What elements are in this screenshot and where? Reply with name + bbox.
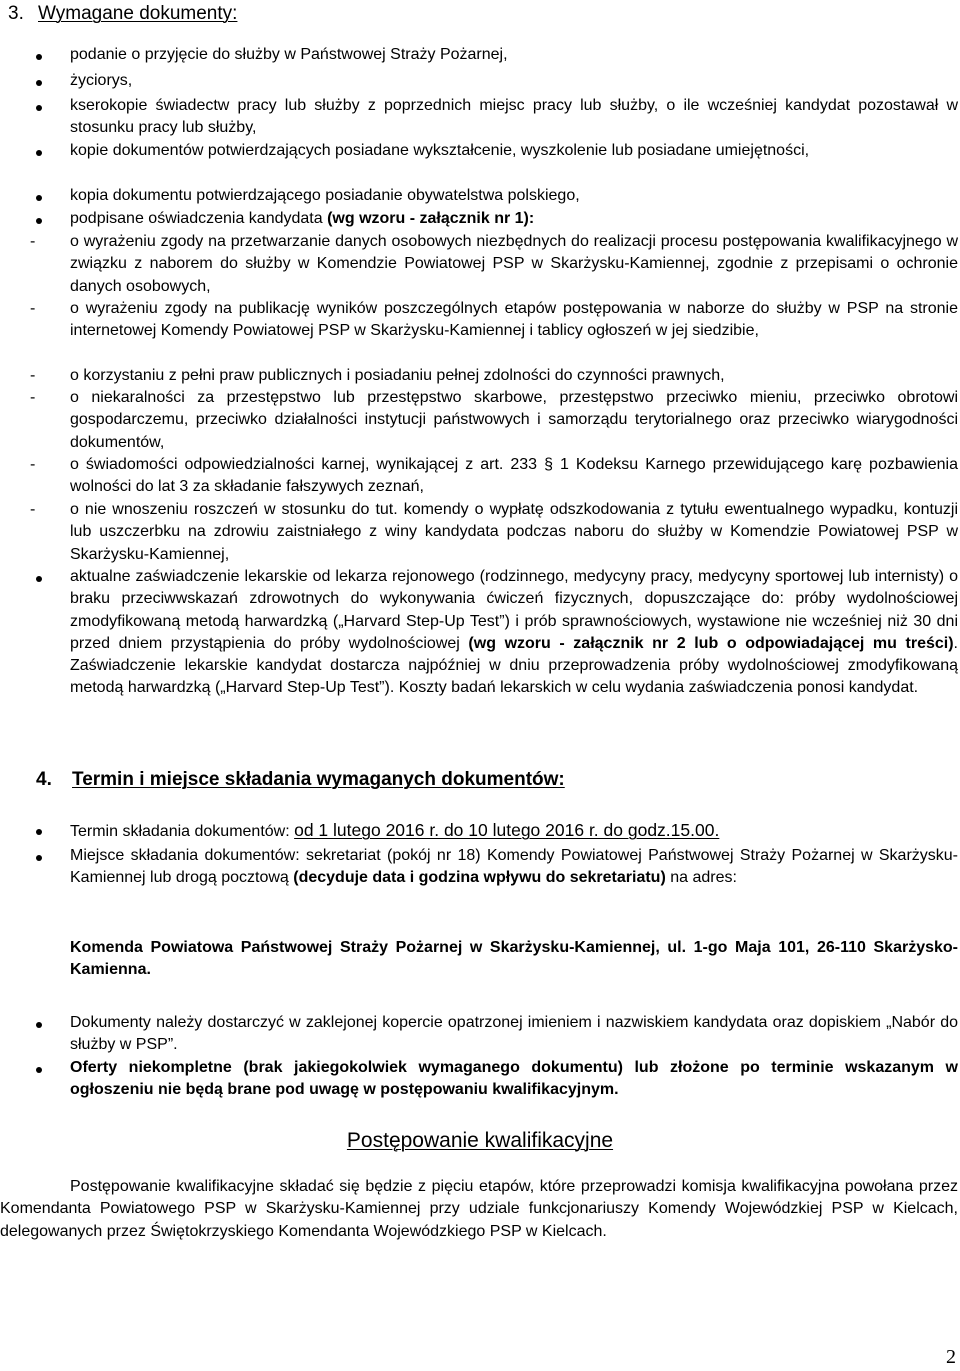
section-number: 4. <box>36 769 52 790</box>
dash-marker: - <box>30 300 36 317</box>
bullet-icon <box>36 218 42 224</box>
list-item-text: podanie o przyjęcie do służby w Państwowej Straży Pożarnej, <box>70 46 508 63</box>
incomplete-text: Oferty niekompletne (brak jakiegokolwiek wymaganego dokumentu) lub złożone po terminie wskazanym w ogłoszeniu nie będą brane pod uwagę w postępowaniu kwalifikacyjnym. <box>70 1059 958 1099</box>
address-block <box>70 937 958 982</box>
sub-list-item <box>30 231 958 298</box>
place-text: Miejsce składania dokumentów: sekretariat (pokój nr 18) Komendy Powiatowej Państwowej Straży Pożarnej w Skarżysku-Kamiennej lub drogą pocztową (decyduje data i godzina wpływu do sekretariatu) na adres: <box>70 847 958 887</box>
deadline-text: Termin składania dokumentów: od 1 lutego 2016 r. do 10 lutego 2016 r. do godz.15.00. <box>70 820 720 840</box>
dash-marker: - <box>30 501 36 518</box>
list-item-text: kopie dokumentów potwierdzających posiadane wykształcenie, wyszkolenie lub posiadane umiejętności, <box>70 142 810 159</box>
list-item <box>36 70 958 92</box>
sub-list-item-text: o wyrażeniu zgody na przetwarzanie danych osobowych niezbędnych do realizacji procesu postępowania kwalifikacyjnego w związku z naborem do służby w Komendzie Powiatowej PSP w Skarżysku-Kamiennej, zgodnie z przepisami o ochronie danych osobowych, <box>70 233 958 295</box>
qualification-paragraph: Postępowanie kwalifikacyjne składać się będzie z pięciu etapów, które przeprowadzi komisja kwalifikacyjna powołana przez Komendanta Powiatowego PSP w Skarżysku-Kamiennej przy udziale funkcjonariuszy Komendy Wojewódzkiej PSP w Kielcach, delegowanych przez Świętokrzyskiego Komendanta Wojewódzkiego PSP w Kielcach. <box>0 1178 958 1240</box>
sub-list-item-text: o świadomości odpowiedzialności karnej, wynikającej z art. 233 § 1 Kodeksu Karnego przewidującego karę pozbawienia wolności do lat 3 za składanie fałszywych zeznań, <box>70 456 958 496</box>
bullet-icon <box>36 195 42 201</box>
dash-marker: - <box>30 233 36 250</box>
list-item <box>36 208 958 230</box>
section-title: Wymagane dokumenty: <box>38 3 238 24</box>
list-item-incomplete <box>36 1057 958 1102</box>
sub-list-item-text: o nie wnoszeniu roszczeń w stosunku do tut. komendy o wypłatę odszkodowania z tytułu ewentualnego wypadku, kontuzji lub uszczerbku na zdrowiu zaistniałego z winy kandydata podczas naboru do służby w Komendzie Powiatowej PSP w Skarżysku-Kamiennej, <box>70 501 958 563</box>
section-title: Termin i miejsce składania wymaganych dokumentów: <box>72 769 565 790</box>
section-number: 3. <box>8 3 24 24</box>
bullet-icon <box>36 80 42 86</box>
sub-list-item-text: o wyrażeniu zgody na publikację wyników poszczególnych etapów postępowania w naborze do służby w PSP na stronie internetowej Komendy Powiatowej PSP w Skarżysku-Kamiennej i tablicy ogłoszeń w jej siedzibie, <box>70 300 958 340</box>
sub-list-item-text: o korzystaniu z pełni praw publicznych i posiadaniu pełnej zdolności do czynności prawnych, <box>70 367 725 384</box>
bullet-icon <box>36 105 42 111</box>
list-item-text: kopia dokumentu potwierdzającego posiadanie obywatelstwa polskiego, <box>70 187 580 204</box>
list-item-text: podpisane oświadczenia kandydata (wg wzoru - załącznik nr 1): <box>70 210 535 227</box>
section-3-heading <box>8 2 237 26</box>
sub-list-item <box>30 298 958 343</box>
sub-list-item <box>30 499 958 566</box>
sub-list-item <box>30 365 958 387</box>
bullet-icon <box>36 829 42 835</box>
bullet-icon <box>36 150 42 156</box>
bullet-icon <box>36 54 42 60</box>
list-item <box>36 44 958 66</box>
list-item <box>36 185 958 207</box>
list-item-text: kserokopie świadectw pracy lub służby z poprzednich miejsc pracy lub służby, o ile wcześniej kandydat pozostawał w stosunku pracy lub służby, <box>70 97 958 137</box>
medical-text: aktualne zaświadczenie lekarskie od lekarza rejonowego (rodzinnego, medycyny pracy, medycyny sportowej lub internisty) o braku przeciwwskazań zdrowotnych do wykonywania ćwiczeń fizycznych, dopuszczające do: próby wydolnościowej zmodyfikowaną metodą harwardzką („Harvard Step-Up Test”) i prób sprawnościowych, wystawione nie wcześniej niż 30 dni przed dniem przystąpienia do próby wydolnościowej (wg wzoru - załącznik nr 2 lub o odpowiadającej mu treści). Zaświadczenie lekarskie kandydat dostarcza najpóźniej w dniu przeprowadzenia próby wydolnościowej zmodyfikowaną metodą harwardzką („Harvard Step-Up Test”). Koszty badań lekarskich w celu wydania zaświadczenia ponosi kandydat. <box>70 568 958 697</box>
list-item-place <box>36 845 958 890</box>
bullet-icon <box>36 1067 42 1073</box>
sub-list-item <box>30 454 958 499</box>
page-number: 2 <box>946 1346 956 1368</box>
sub-list-item-text: o niekaralności za przestępstwo lub przestępstwo skarbowe, przestępstwo przeciwko mieniu, przeciwko obrotowi gospodarczemu, przeciwko działalności instytucji państwowych i samorządu terytorialnego oraz przeciwko wiarygodności dokumentów, <box>70 389 958 451</box>
dash-marker: - <box>30 456 36 473</box>
deadline-value: od 1 lutego 2016 r. do 10 lutego 2016 r. do godz.15.00. <box>294 820 720 840</box>
address-text: Komenda Powiatowa Państwowej Straży Pożarnej w Skarżysku-Kamiennej, ul. 1-go Maja 101, 26-110 Skarżysko-Kamienna. <box>70 939 958 979</box>
sub-list-item <box>30 387 958 454</box>
bullet-icon <box>36 1022 42 1028</box>
envelope-text: Dokumenty należy dostarczyć w zaklejonej kopercie opatrzonej imieniem i nazwiskiem kandydata oraz dopiskiem „Nabór do służby w PSP”. <box>70 1014 958 1054</box>
list-item-envelope <box>36 1012 958 1057</box>
dash-marker: - <box>30 367 36 384</box>
list-item-deadline <box>36 819 958 843</box>
list-item <box>36 95 958 140</box>
bullet-icon <box>36 576 42 582</box>
list-item <box>36 140 958 162</box>
list-item-medical <box>36 566 958 700</box>
bullet-icon <box>36 855 42 861</box>
section-4-heading <box>36 768 565 792</box>
qualification-title: Postępowanie kwalifikacyjne <box>346 1129 614 1152</box>
dash-marker: - <box>30 389 36 406</box>
list-item-text: życiorys, <box>70 72 133 89</box>
